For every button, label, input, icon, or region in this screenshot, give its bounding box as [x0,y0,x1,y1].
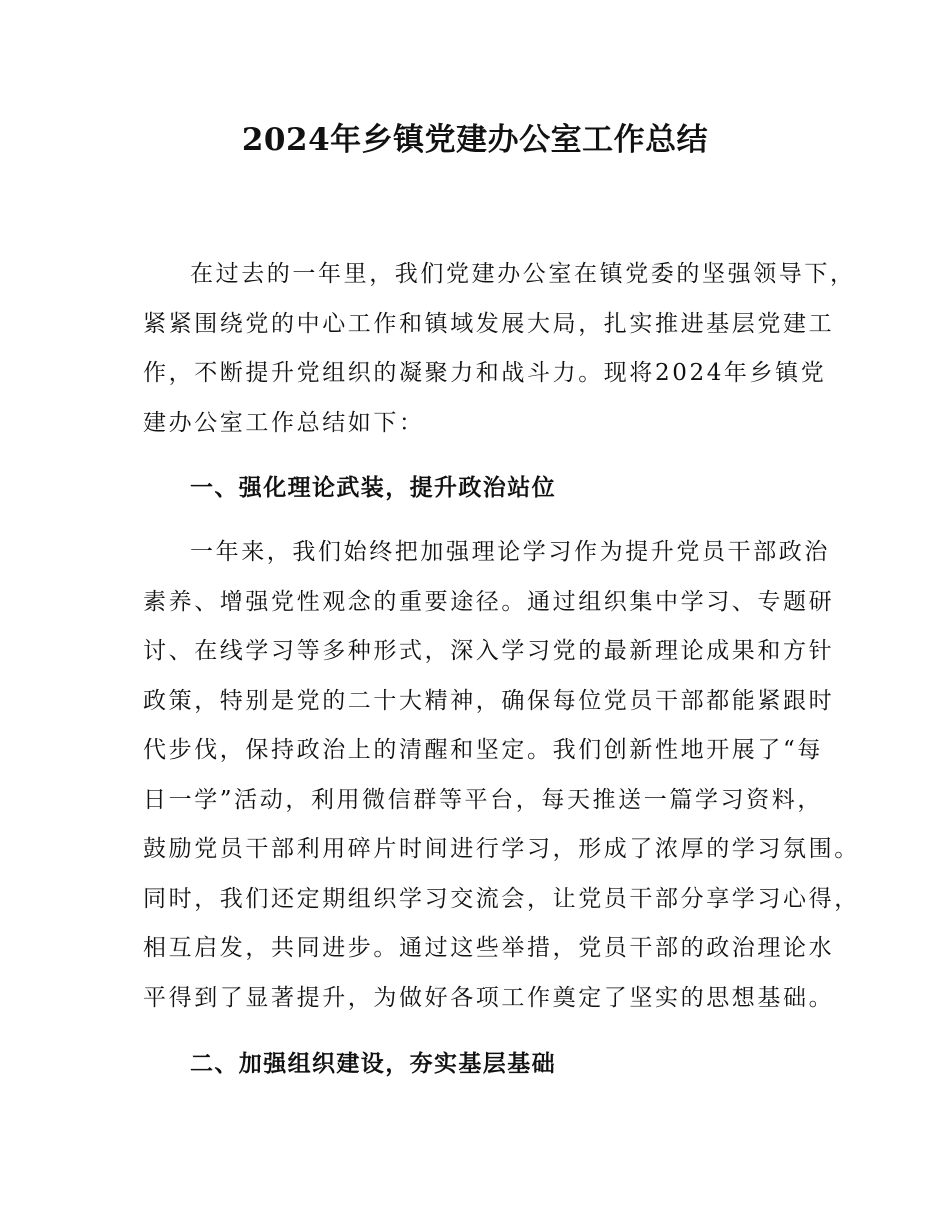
paragraph-line: 紧紧围绕党的中心工作和镇域发展大局，扎实推进基层党建工 [143,310,835,337]
paragraph-line: 同时，我们还定期组织学习交流会，让党员干部分享学习心得， [143,885,860,912]
paragraph-line: 一年来，我们始终把加强理论学习作为提升党员干部政治 [190,539,830,565]
section-heading-2: 二、加强组织建设，夯实基层基础 [190,1051,556,1077]
document-title: 2024年乡镇党建办公室工作总结 [241,122,709,158]
paragraph-line: 相互启发，共同进步。通过这些举措，党员干部的政治理论水 [143,935,835,961]
paragraph-line: 鼓励党员干部利用碎片时间进行学习，形成了浓厚的学习氛围。 [143,836,860,862]
section-1-paragraph [143,528,860,1023]
paragraph-line: 代步伐，保持政治上的清醒和坚定。我们创新性地开展了“每 [143,737,823,763]
paragraph-line: 政策，特别是党的二十大精神，确保每位党员干部都能紧跟时 [143,687,835,714]
section-heading-1: 一、强化理论武装，提升政治站位 [190,475,556,501]
paragraph-line: 在过去的一年里，我们党建办公室在镇党委的坚强领导下， [190,261,856,287]
paragraph-line: 讨、在线学习等多种形式，深入学习党的最新理论成果和方针 [143,638,835,664]
paragraph-line: 建办公室工作总结如下： [143,409,425,436]
paragraph-line: 作，不断提升党组织的凝聚力和战斗力。现将2024年乡镇党 [143,360,827,386]
paragraph-line: 平得到了显著提升，为做好各项工作奠定了坚实的思想基础。 [143,984,835,1011]
intro-paragraph [143,250,856,448]
paragraph-line: 日一学”活动，利用微信群等平台，每天推送一篇学习资料， [143,786,823,813]
paragraph-line: 素养、增强党性观念的重要途径。通过组织集中学习、专题研 [143,588,835,615]
